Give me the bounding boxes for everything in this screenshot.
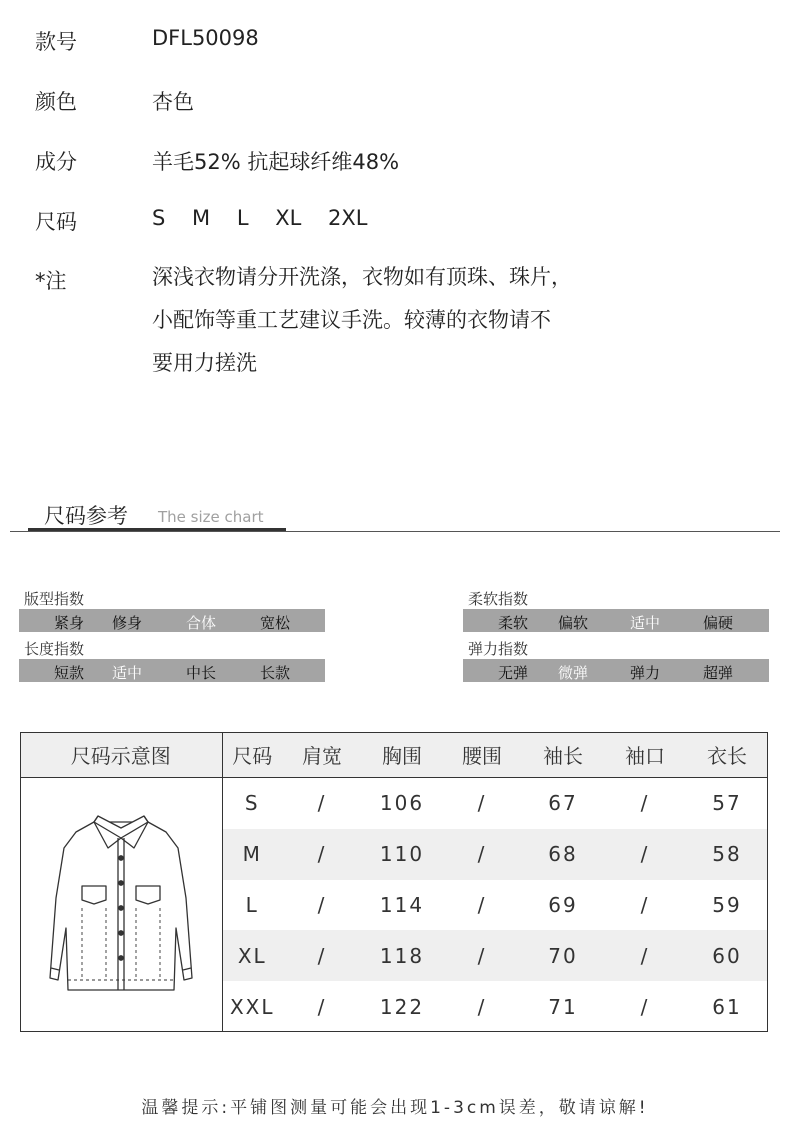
cell-waist: / (442, 930, 522, 981)
cell-size: XL (222, 930, 282, 981)
jacket-diagram (36, 808, 206, 998)
cell-length: 60 (686, 930, 768, 981)
fit-option: 宽松 (259, 614, 290, 632)
softness-option: 偏软 (557, 614, 588, 632)
cell-chest: 122 (379, 994, 425, 1019)
fit-option: 紧身 (53, 614, 84, 632)
size-table (20, 732, 768, 1032)
cell-length: 59 (712, 892, 742, 917)
length-option-selected: 适中 (111, 664, 142, 682)
column-header: 袖口 (604, 732, 686, 778)
length-option: 中长 (185, 664, 216, 682)
color-value: 杏色 (152, 90, 194, 114)
cell-shoulder: / (317, 791, 327, 816)
softness-index-bar (463, 609, 769, 632)
column-header: 袖长 (522, 732, 604, 778)
footer-tip: 温馨提示:平铺图测量可能会出现1-3cm误差，敬请谅解! (141, 1098, 649, 1118)
cell-sleeve: 67 (548, 791, 578, 816)
cell-waist: / (477, 791, 487, 816)
column-header: 腰围 (442, 732, 522, 778)
jacket-diagram-cell (20, 778, 222, 1033)
color-label: 颜色 (35, 90, 77, 114)
note-line: 要用力搓洗 (152, 351, 257, 375)
length-option: 短款 (53, 664, 84, 682)
cell-length: 61 (712, 994, 742, 1019)
note-text (152, 256, 572, 385)
column-header: 胸围 (362, 732, 442, 778)
cell-size: XXL (229, 994, 275, 1019)
cell-waist: / (442, 829, 522, 880)
sizes-label: 尺码 (35, 210, 77, 234)
length-index-label: 长度指数 (24, 640, 85, 658)
note-label: *注 (35, 269, 67, 293)
cell-cuff: / (640, 892, 650, 917)
softness-index-label: 柔软指数 (468, 590, 529, 608)
note-line: 深浅衣物请分开洗涤，衣物如有顶珠、珠片， (152, 265, 572, 289)
note-line: 小配饰等重工艺建议手洗。较薄的衣物请不 (152, 308, 551, 332)
cell-cuff: / (604, 829, 686, 880)
elasticity-index-bar (463, 659, 769, 682)
softness-option: 偏硬 (702, 614, 733, 632)
cell-chest: 110 (362, 829, 442, 880)
fit-option-selected: 合体 (185, 614, 216, 632)
cell-shoulder: / (317, 892, 327, 917)
length-option: 长款 (259, 664, 290, 682)
softness-option-selected: 适中 (629, 614, 660, 632)
elasticity-index-label: 弹力指数 (468, 640, 529, 658)
cell-length: 57 (712, 791, 742, 816)
cell-size: M (222, 829, 282, 880)
cell-shoulder: / (317, 994, 327, 1019)
section-divider (10, 531, 780, 532)
composition-value: 羊毛52% 抗起球纤维48% (152, 150, 400, 174)
cell-cuff: / (604, 930, 686, 981)
elasticity-option: 无弹 (497, 664, 528, 682)
cell-size: S (244, 791, 260, 816)
softness-option: 柔软 (497, 614, 528, 632)
cell-size: L (245, 892, 259, 917)
elasticity-option: 弹力 (629, 664, 660, 682)
size-table-header (20, 732, 768, 778)
cell-waist: / (477, 994, 487, 1019)
sizes-value: S M L XL 2XL (152, 206, 368, 230)
column-header: 衣长 (686, 732, 768, 778)
elasticity-option: 超弹 (702, 664, 733, 682)
cell-cuff: / (640, 791, 650, 816)
column-header: 肩宽 (282, 732, 362, 778)
cell-sleeve: 69 (548, 892, 578, 917)
cell-sleeve: 71 (548, 994, 578, 1019)
fit-option: 修身 (111, 614, 142, 632)
length-index-bar (19, 659, 325, 682)
table-row (20, 778, 768, 829)
fit-index-bar (19, 609, 325, 632)
size-section-subtitle: The size chart (158, 508, 264, 526)
cell-chest: 106 (379, 791, 425, 816)
cell-cuff: / (640, 994, 650, 1019)
cell-waist: / (477, 892, 487, 917)
cell-chest: 118 (362, 930, 442, 981)
cell-sleeve: 70 (522, 930, 604, 981)
diagram-header: 尺码示意图 (20, 732, 222, 778)
size-section-title: 尺码参考 (44, 504, 128, 528)
style-no-value: DFL50098 (152, 26, 259, 50)
elasticity-option-selected: 微弹 (557, 664, 588, 682)
composition-label: 成分 (35, 150, 77, 174)
cell-sleeve: 68 (522, 829, 604, 880)
column-header: 尺码 (222, 732, 282, 778)
cell-shoulder: / (282, 829, 362, 880)
cell-length: 58 (686, 829, 768, 880)
fit-index-label: 版型指数 (24, 590, 85, 608)
cell-shoulder: / (282, 930, 362, 981)
style-no-label: 款号 (35, 30, 77, 54)
cell-chest: 114 (379, 892, 425, 917)
